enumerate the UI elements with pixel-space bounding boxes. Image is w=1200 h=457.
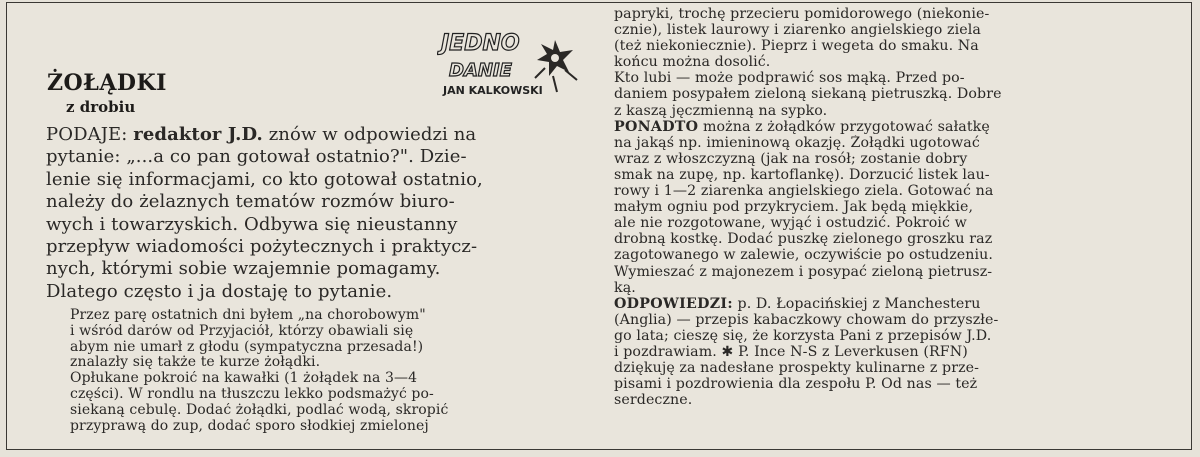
lead-text-line: Dlatego często i ja dostaję to pytanie. bbox=[46, 280, 393, 302]
body-text-line: (Anglia) — przepis kabaczkowy chowam do przyszłe- bbox=[614, 311, 999, 328]
body-text-line: końcu można dosolić. bbox=[614, 54, 771, 71]
right-body-text bbox=[614, 6, 1154, 408]
body-text-line: Wymieszać z majonezem i posypać zieloną pietrusz- bbox=[614, 263, 993, 280]
body-text-line: serdeczne. bbox=[614, 392, 693, 409]
body-text-line: (też niekoniecznie). Pieprz i wegeta do smaku. Na bbox=[614, 38, 979, 55]
column-logo bbox=[437, 24, 587, 104]
body-text-line: ale nie rozgotowane, wyjąć i ostudzić. Pokroić w bbox=[614, 215, 967, 232]
lead-text-line: należy do żelaznych tematów rozmów biuro- bbox=[46, 191, 455, 213]
right-column bbox=[614, 6, 1154, 408]
body-text-line: i wśród darów od Przyjaciół, którzy obawiali się bbox=[70, 323, 414, 339]
column-logo-graphic bbox=[437, 24, 587, 104]
body-text-line: pisami i pozdrowienia dla zespołu P. Od nas — też bbox=[614, 376, 978, 393]
body-text-line: papryki, trochę przecieru pomidorowego (niekonie- bbox=[614, 6, 990, 22]
body-text-line: smak na zupę, np. kartoflankę). Dorzucić listek lau- bbox=[614, 166, 990, 183]
body-text-line: zagotowanego w zalewie, oczywiście po ostudzeniu. bbox=[614, 247, 993, 264]
body-text-line: Opłukane pokroić na kawałki (1 żołądek na 3—4 bbox=[70, 371, 418, 387]
body-text-line: małym ogniu pod przykryciem. Jak będą miękkie, bbox=[614, 199, 974, 216]
article-title: ŻOŁĄDKI bbox=[47, 70, 167, 96]
lead-text-line: nych, którymi sobie wzajemnie pomagamy. bbox=[46, 258, 441, 280]
lead-paragraph bbox=[46, 124, 483, 303]
body-text-line: Kto lubi — może podprawić sos mąką. Przed po- bbox=[614, 70, 965, 87]
lead-text-line: pytanie: „...a co pan gotował ostatnio?". Dzie- bbox=[46, 146, 467, 168]
body-text-line: przyprawą do zup, dodać sporo słodkiej zmielonej bbox=[70, 418, 429, 434]
body-text-line: abym nie umarł z głodu (sympatyczna przesada!) bbox=[70, 339, 424, 355]
article-subtitle: z drobiu bbox=[66, 98, 136, 116]
body-text-line: części). W rondlu na tłuszczu lekko podsmażyć po- bbox=[70, 386, 434, 402]
body-text-line: z kaszą jęczmienną na sypko. bbox=[614, 102, 828, 119]
body-text-line: Przez parę ostatnich dni byłem „na chorobowym" bbox=[70, 308, 426, 323]
body-text-line: cznie), listek laurowy i ziarenko angielskiego ziela bbox=[614, 22, 981, 39]
body-text-line: rowy i 1—2 ziarenka angielskiego ziela. Gotować na bbox=[614, 183, 994, 200]
lead-text-line: przepływ wiadomości pożytecznych i praktycz- bbox=[46, 235, 478, 257]
body-text-line: na jakąś np. imieninową okazję. Żołądki ugotować bbox=[614, 134, 980, 151]
body-text-line: ODPOWIEDZI: p. D. Łopacińskiej z Manchesteru bbox=[614, 295, 981, 312]
left-body-text bbox=[70, 308, 586, 434]
body-text-line: drobną kostkę. Dodać puszkę zielonego groszku raz bbox=[614, 231, 993, 248]
body-text-line: i pozdrawiam. ✱ P. Ince N-S z Leverkusen (RFN) bbox=[614, 343, 968, 360]
body-text-line: znalazły się także te kurze żołądki. bbox=[70, 355, 321, 371]
lead-text-line: wych i towarzyskich. Odbywa się nieustanny bbox=[46, 213, 458, 235]
body-text-line: siekaną cebulę. Dodać żołądki, podlać wodą, skropić bbox=[70, 402, 449, 418]
body-text-line: go lata; cieszę się, że korzysta Pani z przepisów J.D. bbox=[614, 327, 992, 344]
body-text-line: daniem posypałem zieloną siekaną pietruszką. Dobre bbox=[614, 86, 1002, 103]
logo-word-1: JEDNO bbox=[441, 31, 520, 56]
lead-text-line: PODAJE: redaktor J.D. znów w odpowiedzi na bbox=[46, 124, 477, 145]
body-text-line: wraz z włoszczyzną (jak na rosół; zostanie dobry bbox=[614, 150, 968, 167]
body-text-line: dziękuję za nadesłane prospekty kulinarne z prze- bbox=[614, 360, 980, 377]
lead-text-line: lenie się informacjami, co kto gotował ostatnio, bbox=[46, 168, 483, 190]
logo-author: JAN KALKOWSKI bbox=[443, 84, 543, 97]
body-text-line: PONADTO można z żołądków przygotować sałatkę bbox=[614, 118, 990, 135]
body-text-line: ką. bbox=[614, 279, 636, 296]
logo-word-2: DANIE bbox=[449, 60, 512, 81]
